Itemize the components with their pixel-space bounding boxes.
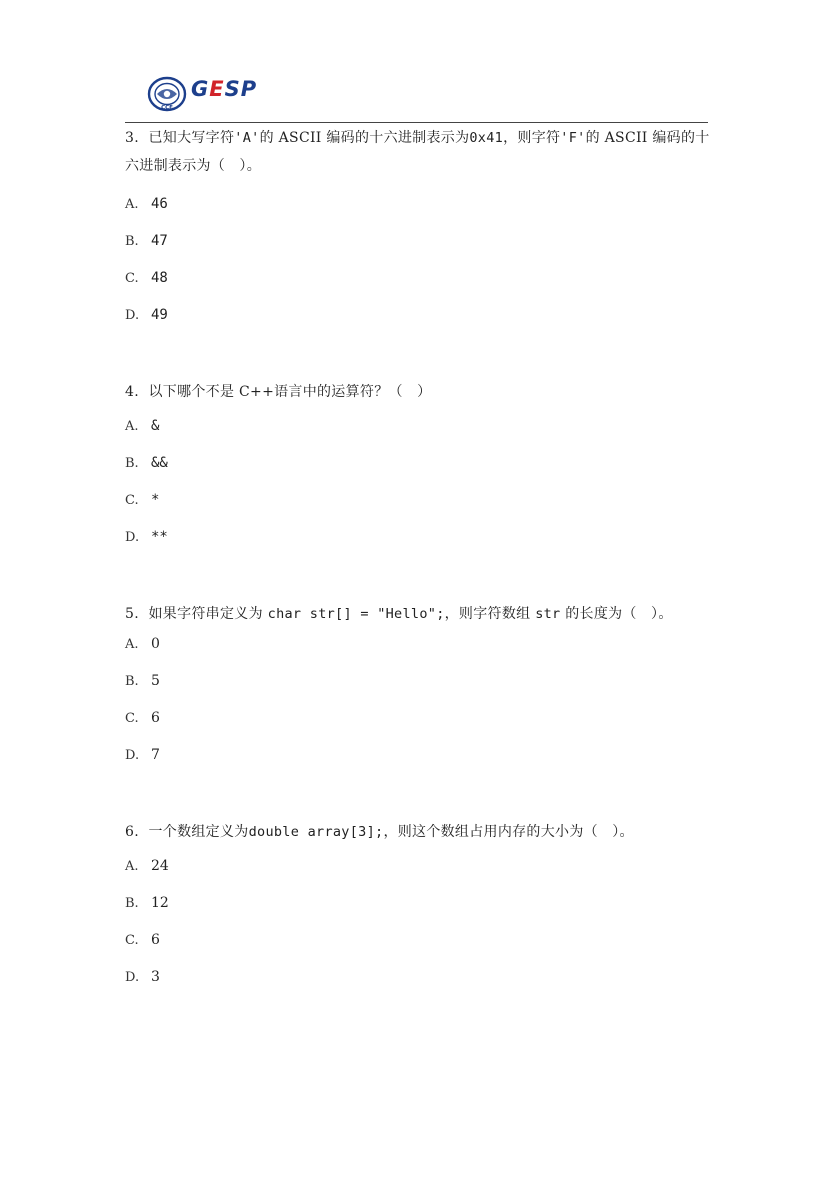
option-list <box>125 408 715 556</box>
option-letter: D. <box>125 970 140 985</box>
option-letter: C. <box>125 271 139 286</box>
option-value: 48 <box>151 270 168 286</box>
option-list <box>125 626 715 774</box>
option-d <box>125 959 715 996</box>
option-letter: D. <box>125 308 140 323</box>
question-text <box>125 378 715 406</box>
code-snippet: double array[3]; <box>248 824 384 840</box>
option-letter: A. <box>125 637 139 652</box>
option-b <box>125 223 715 260</box>
question-number: 5. <box>125 606 139 622</box>
option-letter: C. <box>125 711 139 726</box>
option-c <box>125 700 715 737</box>
question-text <box>125 818 715 846</box>
option-d <box>125 737 715 774</box>
question-text-part: 已知大写字符 <box>148 130 235 146</box>
logo-text-sp: SP <box>224 77 258 101</box>
option-d <box>125 297 715 334</box>
option-list <box>125 186 715 334</box>
question-3 <box>125 124 715 334</box>
question-number: 3. <box>125 130 139 146</box>
question-text <box>125 600 715 628</box>
question-text-part: 如果字符串定义为 <box>148 606 268 622</box>
question-number: 6. <box>125 824 139 840</box>
question-text <box>125 124 715 180</box>
option-a <box>125 626 715 663</box>
code-snippet: char str[] = "Hello"; <box>267 606 445 622</box>
option-value: * <box>151 492 160 508</box>
question-6 <box>125 818 715 996</box>
option-value: 3 <box>151 969 160 985</box>
option-value: 7 <box>151 747 160 763</box>
option-value: & <box>151 418 160 434</box>
option-b <box>125 445 715 482</box>
option-list <box>125 848 715 996</box>
option-value: 12 <box>151 895 169 911</box>
question-text-part: 的 ASCII 编码的十六进制表示为 <box>259 130 470 146</box>
question-text-part: 的 ASCII 编码的十六进制表示为（ ）。 <box>125 130 710 174</box>
code-snippet: 'A' <box>234 130 260 146</box>
option-letter: B. <box>125 896 139 911</box>
question-number: 4. <box>125 384 139 400</box>
option-b <box>125 663 715 700</box>
option-value: && <box>151 455 168 471</box>
option-letter: D. <box>125 530 140 545</box>
code-snippet: 0x41 <box>469 130 504 146</box>
option-value: 5 <box>151 673 160 689</box>
option-letter: B. <box>125 674 139 689</box>
logo-text-e: E <box>209 77 225 101</box>
option-letter: B. <box>125 234 139 249</box>
logo-text-g: G <box>191 77 210 101</box>
option-value: 6 <box>151 710 160 726</box>
gesp-logo <box>191 77 257 101</box>
code-snippet: 'F' <box>560 130 586 146</box>
option-a <box>125 408 715 445</box>
option-value: 6 <box>151 932 160 948</box>
option-c <box>125 260 715 297</box>
option-value: 49 <box>151 307 168 323</box>
question-text-part: 以下哪个不是 C++语言中的运算符？（ ） <box>148 384 432 400</box>
option-a <box>125 848 715 885</box>
question-text-part: 一个数组定义为 <box>148 824 249 840</box>
option-value: 46 <box>151 196 168 212</box>
option-a <box>125 186 715 223</box>
option-letter: C. <box>125 493 139 508</box>
option-letter: B. <box>125 456 139 471</box>
option-c <box>125 482 715 519</box>
question-5 <box>125 600 715 774</box>
option-letter: A. <box>125 419 139 434</box>
option-value: 24 <box>151 858 169 874</box>
question-text-part: 的长度为（ ）。 <box>560 606 673 622</box>
option-value: 0 <box>151 636 160 652</box>
svg-text:CCF: CCF <box>161 105 173 111</box>
option-letter: A. <box>125 859 139 874</box>
option-letter: D. <box>125 748 140 763</box>
option-value: ** <box>151 529 168 545</box>
question-4 <box>125 378 715 556</box>
question-text-part: ，则字符数组 <box>444 606 536 622</box>
option-value: 47 <box>151 233 168 249</box>
question-text-part: ，则字符 <box>503 130 561 146</box>
option-c <box>125 922 715 959</box>
page-header <box>125 72 708 123</box>
option-letter: C. <box>125 933 139 948</box>
option-b <box>125 885 715 922</box>
code-snippet: str <box>535 606 561 622</box>
question-text-part: ，则这个数组占用内存的大小为（ ）。 <box>383 824 634 840</box>
option-letter: A. <box>125 197 139 212</box>
option-d <box>125 519 715 556</box>
ccf-seal-icon <box>147 76 187 112</box>
